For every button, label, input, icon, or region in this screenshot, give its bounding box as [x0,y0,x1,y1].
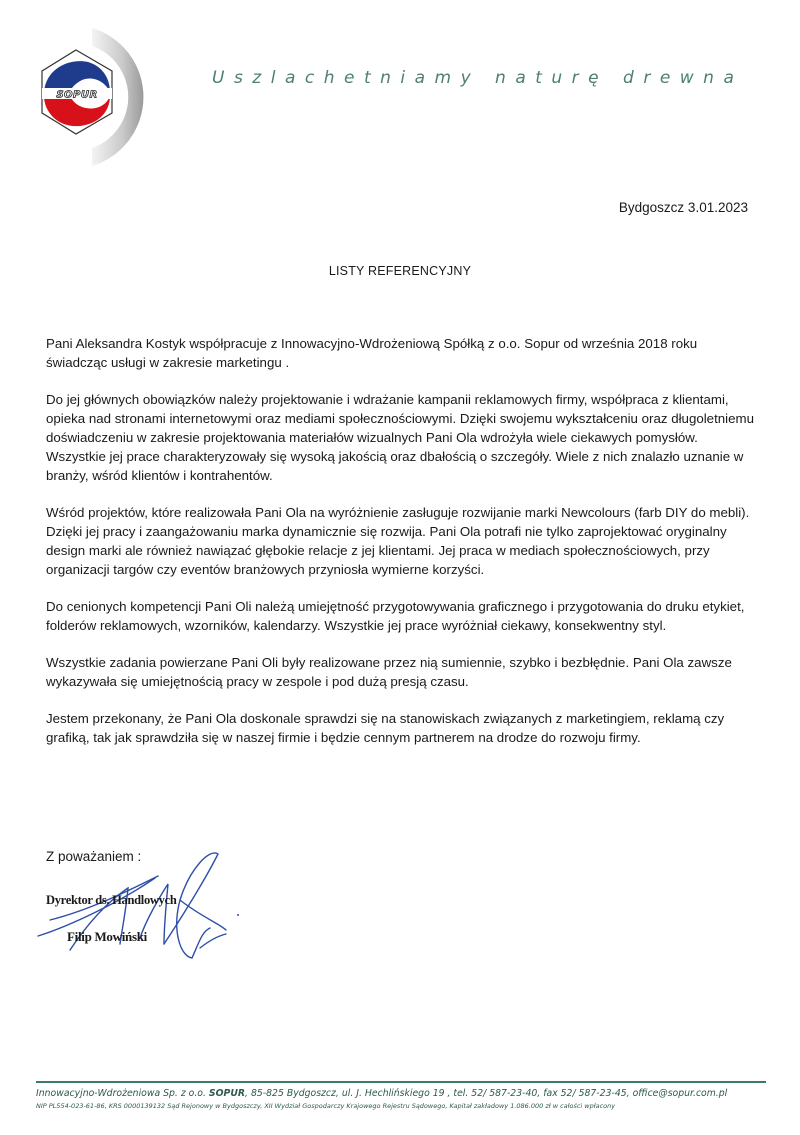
footer-company-line [36,1088,776,1099]
footer-registry-line: NIP PL554-023-61-86, KRS 0000139132 Sąd Rejonowy w Bydgoszczy, XII Wydział Gospodarczy Krajowego Rejestru Sądowego, Kapitał zakładowy 1.086.000 zł w całości wpłacony [36,1102,616,1110]
signatory-title: Dyrektor ds. Handlowych [46,893,177,907]
paragraph: Pani Aleksandra Kostyk współpracuje z Innowacyjno-Wdrożeniową Spółką z o.o. Sopur od września 2018 roku świadcząc usługi w zakresie marketingu . [46,336,698,370]
footer-divider [36,1081,766,1083]
letter-title: LISTY REFERENCYJNY [328,264,472,278]
footer-address-contact: , 85-825 Bydgoszcz, ul. J. Hechlińskiego 19 , tel. 52/ 587-23-40, fax 52/ 587-23-45, office@sopur.com.pl [245,1088,728,1099]
sopur-logo [30,20,170,170]
signatory-name: Filip Mowiński [67,929,147,944]
svg-text:SOPUR: SOPUR [56,89,98,101]
paragraph: Do cenionych kompetencji Pani Oli należą umiejętność przygotowywania graficznego i przygotowania do druku etykiet, folderów reklamowych, wzorników, kalendarzy. Wszystkie jej prace wyróżniał ciekawy, konsekwentny styl. [46,599,745,633]
paragraph: Wśród projektów, które realizowała Pani Ola na wyróżnienie zasługuje rozwijanie marki Newcolours (farb DIY do mebli). Dzięki jej pracy i zaangażowaniu marka dynamicznie się rozwija. Pani Ola potrafi nie tylko zaprojektować oryginalny design marki ale również nawiązać głębokie relacje z jej klientami. Jej praca w mediach społecznościowych, przy organizacji targów czy eventów branżowych przyniosła wymierne korzyści. [46,505,750,577]
letter-body [46,334,758,765]
sopur-logo-icon [30,20,170,170]
closing-salutation: Z poważaniem : [46,849,142,864]
paragraph: Do jej głównych obowiązków należy projektowanie i wdrażanie kampanii reklamowych firmy, współpraca z klientami, opieka nad stronami internetowymi oraz mediami społecznościowymi. Dzięki swojemu wykształceniu oraz długoletniemu doświadczeniu w zakresie projektowania materiałów wizualnych Pani Ola wdrożyła wiele ciekawych pomysłów. Wszystkie jej prace charakteryzowały się wysoką jakością oraz dbałością o szczegóły. Wiele z nich znalazło uznanie w branży, wśród klientów i kontrahentów. [46,392,754,483]
company-tagline: Uszlachetniamy naturę drewna [212,68,744,88]
footer-brand: SOPUR [208,1088,246,1099]
footer-company-name: Innowacyjno-Wdrożeniowa Sp. z o.o. [36,1088,206,1099]
paragraph: Jestem przekonany, że Pani Ola doskonale sprawdzi się na stanowiskach związanych z marketingiem, reklamą czy grafiką, tak jak sprawdziła się w naszej firmie i będzie cennym partnerem na drodze do rozwoju firmy. [46,711,725,745]
paragraph: Wszystkie zadania powierzane Pani Oli były realizowane przez nią sumiennie, szybko i bezbłędnie. Pani Ola zawsze wykazywała się umiejętnością pracy w zespole i pod dużą presją czasu. [46,655,732,689]
place-date: Bydgoszcz 3.01.2023 [618,200,748,215]
